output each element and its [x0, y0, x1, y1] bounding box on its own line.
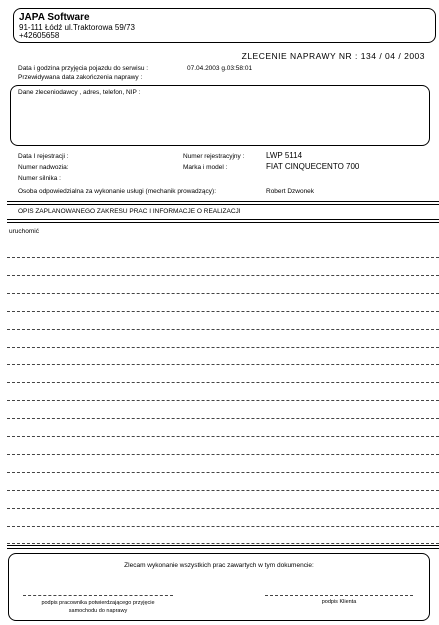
employee-signature-caption-line1: podpis pracownika potwierdzającego przyjęcie — [41, 600, 155, 606]
separator-bottom — [7, 545, 439, 549]
intake-date-value: 07.04.2003 g.03:58:01 — [187, 65, 253, 72]
agreement-text: Zlecam wykonanie wszystkich prac zawartych w tym dokumencie: — [124, 562, 314, 569]
work-line — [7, 472, 439, 473]
work-line — [7, 275, 439, 276]
separator-top — [7, 201, 439, 205]
work-line — [7, 436, 439, 437]
client-signature-line — [265, 595, 413, 596]
work-line — [7, 490, 439, 491]
work-line — [7, 526, 439, 527]
registration-date-label: Data I rejestracji : — [18, 153, 69, 160]
client-signature-caption: podpis Klienta — [321, 599, 357, 605]
employee-signature-line — [23, 595, 173, 596]
work-line — [7, 382, 439, 383]
separator-work-header — [7, 219, 439, 223]
employee-signature-caption-line2: samochodu do naprawy — [68, 608, 128, 614]
work-line — [7, 311, 439, 312]
engine-number-label: Numer silnika : — [18, 175, 61, 182]
registration-number-label: Numer rejestracyjny : — [183, 153, 245, 160]
mechanic-value: Robert Dzwonek — [266, 188, 315, 195]
work-line — [7, 508, 439, 509]
company-name: JAPA Software — [19, 12, 90, 23]
expected-date-label: Przewidywana data zakończenia naprawy : — [18, 74, 143, 81]
company-box — [13, 8, 436, 43]
work-line — [7, 257, 439, 258]
mechanic-label: Osoba odpowiedzialna za wykonanie usługi (mechanik prowadzący): — [18, 188, 216, 195]
work-line — [7, 454, 439, 455]
work-line — [7, 400, 439, 401]
work-entry: uruchomić — [9, 228, 39, 235]
work-line — [7, 293, 439, 294]
order-title: ZLECENIE NAPRAWY NR : 134 / 04 / 2003 — [241, 51, 425, 61]
work-line — [7, 329, 439, 330]
company-address: 91-111 Łódź ul.Traktorowa 59/73 — [19, 23, 135, 32]
company-phone: +42605658 — [19, 31, 60, 40]
make-model-label: Marka i model : — [183, 164, 228, 171]
work-line — [7, 364, 439, 365]
registration-number-value: LWP 5114 — [266, 151, 303, 160]
work-section-header: OPIS ZAPLANOWANEGO ZAKRESU PRAC I INFORMACJE O REALIZACJI — [18, 208, 241, 215]
vin-label: Numer nadwozia: — [18, 164, 69, 171]
employee-signature-caption — [23, 599, 173, 615]
signature-box — [8, 553, 430, 621]
work-line — [7, 347, 439, 348]
client-label: Dane zleceniodawcy , adres, telefon, NIP : — [18, 89, 141, 96]
intake-date-label: Data i godzina przyjęcia pojazdu do serwisu : — [18, 65, 149, 72]
make-model-value: FIAT CINQUECENTO 700 — [266, 162, 360, 171]
work-line — [7, 418, 439, 419]
client-box — [10, 85, 430, 146]
